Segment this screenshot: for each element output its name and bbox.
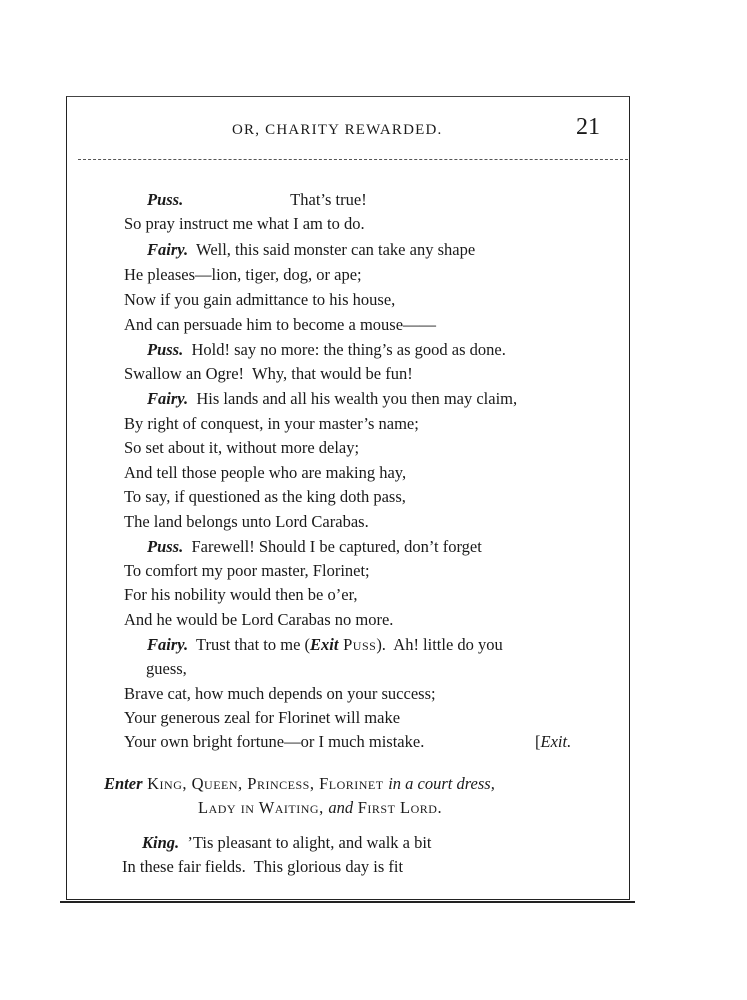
text-line	[124, 684, 436, 704]
text-line	[124, 315, 436, 335]
text-line	[124, 732, 424, 752]
text-run: And tell those people who are making hay,	[124, 463, 407, 482]
bottom-rule	[60, 901, 635, 903]
speaker-name: Exit	[310, 635, 339, 654]
text-run: in a court dress,	[388, 774, 495, 793]
text-line	[124, 463, 406, 483]
text-line	[124, 438, 359, 458]
text-run: King, Queen, Princess, Florinet	[142, 774, 389, 793]
text-run: Exit.	[540, 732, 572, 751]
text-line	[124, 487, 406, 507]
text-run: ’Tis pleasant to alight, and walk a bit	[179, 833, 432, 852]
text-run: Farewell! Should I be captured, don’t forget	[183, 537, 482, 556]
text-line	[147, 635, 503, 655]
text-run: Hold! say no more: the thing’s as good as done.	[183, 340, 506, 359]
running-title: OR, CHARITY REWARDED.	[232, 122, 443, 138]
speaker-name: King.	[142, 833, 180, 852]
text-line	[124, 214, 365, 234]
text-line	[124, 290, 395, 310]
text-line	[535, 732, 571, 752]
text-line	[124, 708, 400, 728]
text-line	[124, 265, 362, 285]
text-line	[104, 774, 495, 794]
speaker-name: Fairy.	[147, 389, 189, 408]
text-run: and	[328, 798, 354, 817]
text-line	[147, 340, 506, 360]
text-line	[147, 537, 482, 557]
speaker-name: Fairy.	[147, 240, 189, 259]
speaker-name: Enter	[104, 774, 143, 793]
text-run: Puss	[338, 635, 377, 654]
text-run: And he would be Lord Carabas no more.	[124, 610, 394, 629]
text-run: To say, if questioned as the king doth pass,	[124, 487, 406, 506]
text-run: Well, this said monster can take any shape	[188, 240, 476, 259]
text-line	[124, 512, 369, 532]
text-run: He pleases—lion, tiger, dog, or ape;	[124, 265, 362, 284]
text-run: ). Ah! little do you	[376, 635, 503, 654]
text-run: So set about it, without more delay;	[124, 438, 360, 457]
text-run: Your own bright fortune—or I much mistake.	[124, 732, 425, 751]
text-run: Brave cat, how much depends on your success;	[124, 684, 436, 703]
text-line	[146, 659, 187, 679]
text-run: In these fair fields. This glorious day is fit	[122, 857, 404, 876]
header-rule	[78, 159, 628, 160]
speaker-name: Puss.	[147, 190, 184, 209]
text-run: The land belongs unto Lord Carabas.	[124, 512, 369, 531]
text-run: For his nobility would then be o’er,	[124, 585, 358, 604]
text-run: To comfort my poor master, Florinet;	[124, 561, 370, 580]
page-number: 21	[576, 114, 600, 140]
text-run: First Lord.	[353, 798, 443, 817]
text-line	[124, 561, 370, 581]
text-line	[124, 414, 419, 434]
text-run: So pray instruct me what I am to do.	[124, 214, 365, 233]
text-run: His lands and all his wealth you then may claim,	[188, 389, 518, 408]
text-run: Trust that to me (	[188, 635, 311, 654]
speaker-name: Puss.	[147, 537, 184, 556]
text-line	[198, 798, 442, 818]
text-line	[122, 857, 403, 877]
text-line	[124, 364, 413, 384]
text-run: [	[535, 732, 541, 751]
text-run: By right of conquest, in your master’s name;	[124, 414, 419, 433]
text-run: Lady in Waiting,	[198, 798, 329, 817]
text-run: guess,	[146, 659, 187, 678]
text-run: Now if you gain admittance to his house,	[124, 290, 396, 309]
text-line	[142, 833, 432, 853]
text-line	[124, 585, 358, 605]
text-run: That’s true!	[183, 190, 367, 209]
text-line	[147, 190, 367, 210]
speaker-name: Fairy.	[147, 635, 189, 654]
text-run: Swallow an Ogre! Why, that would be fun!	[124, 364, 413, 383]
text-run: And can persuade him to become a mouse——	[124, 315, 437, 334]
text-line	[147, 240, 475, 260]
text-line	[147, 389, 517, 409]
speaker-name: Puss.	[147, 340, 184, 359]
text-line	[124, 610, 393, 630]
text-run: Your generous zeal for Florinet will make	[124, 708, 401, 727]
